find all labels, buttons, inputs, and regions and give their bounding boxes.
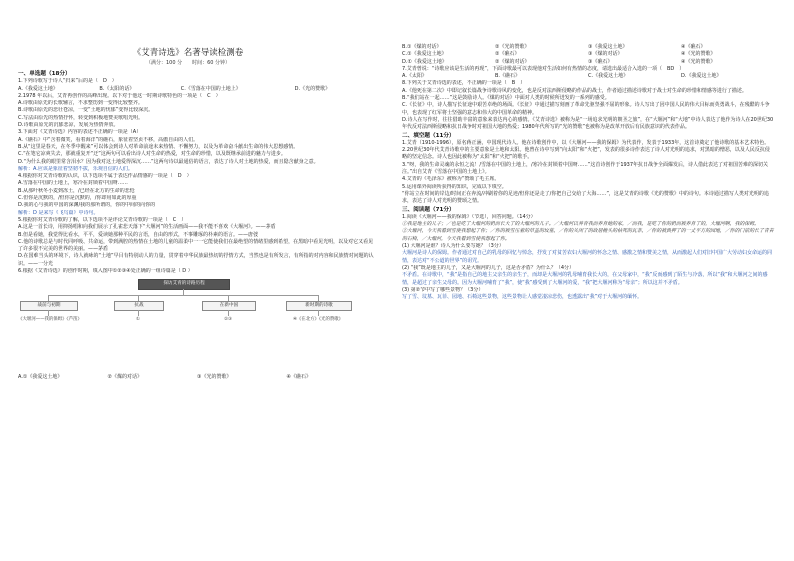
connector-line — [228, 310, 229, 316]
option: ②《礁石》 — [495, 51, 520, 58]
reading-title: 1.阅读《大堰河——我的保姆》（节选），回答问题。（14分） — [402, 213, 536, 220]
section-heading: 一、单选题（18分） — [18, 71, 71, 77]
option: A.①《我爱这土地》 — [18, 374, 63, 381]
right-column — [402, 44, 774, 549]
option: C.“在笔它凉爽失去，那就重复开“迂”这两句可以看出诗人对生命的热爱，对生命的珍惜，以及既继承前进的魅力与进步。 — [18, 151, 286, 158]
option: D.《我爱这土地》 — [681, 73, 722, 80]
answer-text: 大堰河是诗人的保姆。作者通过对自己的乳母的回忆与悼念，抒发了对贫苦农妇大堰河的怀念之情、感激之情和赞美之情，从而激起人们对旧中国广大劳动妇女命运的同情，表达对“不公道的世界”的诅咒。 — [402, 250, 773, 264]
option: D.诗歌由原先的沉郁悲凉，发展为热情奔放。 — [18, 122, 119, 129]
option: D.在国难当头的环境下，诗人就咏的“土地”早目有特别动人的力量，贯穿着中华民族最热切的抒情方式，当然也是有所发言，有所指的对内容和民族情对问题的认识。——一分光 — [18, 253, 374, 267]
option: C.《长征》中，诗人描写长征途中艰苦卓绝的场面。《长征》中通过描写刻画了革命先驱坚强不屈的形象。诗人写出了因中国人民的伟大目标而英勇战斗，在残酷的斗争中，也表现了红军将士坚强的意志和伟大的中国革命的精神。 — [402, 102, 770, 116]
option: A.诗歌由原先的长歌辅言，不求整饬到一变得比较整齐。 — [18, 100, 143, 107]
option: ②《煤的对话》 — [495, 58, 530, 65]
diagram-title: 探访艾青的诗路历程 — [138, 279, 230, 290]
fill-question: “你站立在时间的岸边/时间正在奔流/冲刷着你的足迹/但你还是走了/你把自己交给了大海……”，这是艾青的诗歌《光的赞歌》中的诗句。本诗通过描写人类对光明的追求，表达了诗人对光明的赞颂之情。 — [402, 190, 769, 205]
left-column — [18, 70, 376, 549]
period-box: 战前与初期 — [20, 301, 78, 311]
connector-line — [318, 310, 319, 316]
option: B.《礁石》 — [495, 73, 521, 80]
option: A.《太阳》 — [402, 73, 427, 80]
fill-question: 3.“呀，我的生命灵魂的永恒之流！/雪落在中国的土地上，/寒冷在封锁着中国呀……”这首诗创作于1937年抗日战争全面爆发后，诗人借此表达了对祖国苦难的深切关注。”出自艾青《雪落在中国的土地上》。 — [402, 161, 769, 176]
option: ③《光的赞歌》 — [197, 374, 232, 381]
option-row — [402, 51, 774, 58]
option: D.《光的赞歌》 — [294, 85, 331, 92]
exam-subtitle: （满分：100 分 时间：60 分钟） — [145, 60, 231, 66]
option: B.①《煤的对话》 — [402, 44, 442, 50]
period-box: 新时期的诗歌 — [286, 301, 352, 311]
reading-question: (1) 大堰河是谁？诗人为什么要写她？（3分） — [402, 243, 504, 250]
option: B.但是看她，我觉得比看水，平平，爱读她那种平民的言语，自由的形式，不事雕琢的朴素的语言。——唐弢 — [18, 231, 259, 238]
section-heading: 二、填空题（11分） — [402, 132, 455, 139]
option: C.他的诗歌总是与时代同呼吸、共命运，带到满腔的热情在土地的儿童的温柔中一一它能使我们在最绝望的情绪里感到希望，在黑暗中看见光明，以及对它又看见了许多很不完美的世界的美丽。——茅盾 — [18, 238, 374, 253]
works-label: ④《在北方》《光的赞歌》 — [292, 317, 344, 323]
option: B.诗歌由原先的悲壮苍凉，一变“土地的忧郁”变得比较深沉。 — [18, 107, 154, 114]
question-text: 1.下列诗歌写于诗人“归来”后的是（ D ） — [18, 78, 117, 85]
option-row — [402, 73, 774, 80]
option: B.从那叶秋冬小麦到冻土，/已经在北方的生命的悲怆 — [18, 187, 135, 194]
option: C.但你是沉默的，/但你是沉默的，/你却用如此的厚重 — [18, 195, 137, 202]
option: ③《我爱这土地》 — [588, 44, 628, 50]
option: C.①《我爱这土地》 — [402, 51, 447, 58]
question-text: 5.根据你对艾青诗歌的了解，以下选项不是评论艾青诗歌的一项是（ C ） — [18, 216, 187, 223]
option: C.《雪落在中国的土地上》 — [180, 85, 241, 92]
option-row — [18, 374, 376, 381]
exam-header — [0, 48, 376, 68]
section-heading: 三、阅读题（71分） — [402, 206, 455, 213]
option: C.写法由原先的热情抒怀，转变到积极地赞美歌唱光明。 — [18, 114, 144, 121]
option: ④《光的赞歌》 — [681, 51, 716, 58]
analysis-text: 解析：D 是来写《飞鸟篇》中诗句。 — [18, 209, 99, 216]
option: B.“我们站在一起……”这是鼓励诗人。《煤的对话》中面对人类的时候所迸发的一系列的感受。 — [402, 95, 610, 102]
fill-question: 1.艾青（1910-1996），原名蒋正涵，中国现代诗人。他在诗歌创作中，以《大堰河——我的保姆》为代表作，发表于1933年，这首诗奠定了他诗歌的基本艺术特色。 — [402, 139, 770, 146]
option-row — [402, 59, 774, 66]
period-box: 在新中国 — [202, 301, 256, 311]
fill-question: 2.20世纪30年代艾青诗歌中的主要意象是土地和太阳。他曾在诗中写到“向太阳”和“火把”，发表的很多诗作表达了诗人对光明的追求，对黑暗的憎恶，以及人民反抗侵略的坚定信念。诗人也因此被称为“太阳”和“火把”的歌手。 — [402, 147, 770, 161]
answer-text: 写了雪、坟墓、瓦菲、园地、石椅这些景物，这些景物让人感觉凄凉悲伤，也透露出“我”对于大堰河的缅怀。 — [402, 294, 643, 301]
connector-line — [48, 310, 49, 316]
option: D.“为什么我的眼里常含泪水？因为我对这土地爱得深沉……”这两句诗以最通俗的语言，表达了诗人对土地的热爱，而且隐含献身之意。 — [18, 158, 319, 165]
poem-excerpt: ②大堰河，今天我看到雪使我想起了你；／你的被雪压着的草盖的坟墓，／你的关闭了的故居檐头的枯死的瓦菲，／你的被典押了的一丈平方的园地，／你的门前的长了青苔的石椅，／大堰河，今天我看到雪使我想起了你。 — [402, 228, 774, 242]
works-label: 《大堰河——我的保姆》《芦笛》 — [18, 317, 82, 323]
option: ②《光的赞歌》 — [495, 44, 530, 50]
option: B.《太阳的话》 — [99, 85, 135, 92]
exam-title: 《艾青诗选》名著导读检测卷 — [132, 48, 244, 58]
question-text: 2.1978 年以后，艾青再创作的高峰出现。以下对于他这一时期诗歌特色的一项是（ C ） — [18, 92, 221, 99]
option: D.我的心与我的中国的深渊/我的那所谓的，你的中间的向你的 — [18, 202, 156, 209]
analysis-text: 解析：A.应该是象征着坚韧不拔，乐观自信的人们。 — [18, 165, 133, 172]
reading-question: (2) “我”既是地主的儿子，又是大堰河的儿子，这是否矛盾？为什么？（4分） — [402, 264, 575, 271]
question-text: 8.下列关于艾青诗选的表述，不正确的一项是（ B ） — [402, 80, 526, 87]
option: ④《礁石》 — [286, 374, 311, 381]
fill-question: 5.运用课外阅读所获得的知识，完成以下填空。 — [402, 183, 507, 190]
fill-question: 4.艾青的《毛泽东》被称为“赞颂了毛主席。 — [402, 176, 500, 183]
option: ④《礁石》 — [681, 44, 706, 50]
option: D.诗人在写作时，往往借助丰富的意象来表达内心的感情。《艾青诗选》被称为是“一场追求光明的朝圣之旅”，在“大堰河”和“大地”中诗人表达了他作为诗人在20世纪30年代反对法西斯侵略和抗日战争时对祖国大地的热爱；1980年代所写的“光的赞歌”也被称为是改革开放后有民族意识的代表作品。 — [402, 116, 774, 131]
works-label: ②③ — [224, 317, 232, 323]
option: D.①《我爱这土地》 — [402, 58, 447, 65]
option: A.《我爱这土地》 — [18, 85, 58, 92]
reading-question: (3) 第②节中写了哪些景物？（3分） — [402, 286, 484, 293]
option: ②《煤的对话》 — [107, 374, 142, 381]
question-text: 7.艾青曾说：“诗歌应该是生活的再现”，下面诗歌最可以表现他对生活如何有热情的态度，请选出最适合入选的一项（ BD ） — [402, 65, 685, 72]
question-text: 3.下面对《艾青诗选》内容的表述不正确的一项是（A） — [18, 129, 142, 136]
option: A.雪落在中国的土地上，寒冷在封锁着中国呀…… — [18, 180, 128, 187]
connector-line — [138, 310, 139, 316]
option: ③《礁石》 — [588, 58, 613, 65]
option: ④《光的赞歌》 — [681, 58, 716, 65]
poetry-timeline-diagram — [18, 277, 376, 373]
option: C.《我爱这土地》 — [588, 73, 629, 80]
question-text: 6.根据《艾青诗选》的创作时期，填入图中①②③④处正确的一组诗篇是（ D ） — [18, 268, 193, 275]
question-text: 4.根据你对艾青诗歌的认识，以下选项不属于表达作品情感的一项是（ D ） — [18, 173, 192, 180]
poem-excerpt: ①我是地主的儿子；／也是吃了大堰河的奶而长大了的大堰河的儿子。／大堰河以养育我而养育她的家，／而我，是吃了你的奶而被养育了的，大堰河啊，我的保姆。 — [402, 221, 760, 228]
option: B.从“这里是春天，在冬季中醒来”可以体会到诗人对革命前途未来热情、不懈努力，以及为革命奋斗献出生命的伟大思想感情。 — [18, 143, 299, 150]
option: A.这是一首长诗，用抑扬唱和向我们展示了孔雀悲天落下“大堰河”的生活画面——我不能不喜欢《大堰河》。——茅盾 — [18, 224, 276, 231]
option-row — [18, 86, 376, 93]
option: A.《他死在第二次》中即记叙长篇战争诗歌诗风的变化，也是反对法西斯侵略的作品的战士，作者通过描述诗歌对于战士对生命的珍惜和情感等进行了描述。 — [402, 87, 747, 94]
period-box: 抗战 — [114, 301, 164, 311]
connector-line — [48, 295, 318, 296]
answer-text: 不矛盾。在诗歌中，“我”是指自己的地主父亲生的亲生子，而却是大堰河的乳母哺育我长大的，在父母家中，“我”反而感到了陌生与冷落，所以“我”和大堰河之间的感情，是超过了亲生父母的。因为大堰河哺育了“我”，使“我”感受到了大堰河的爱，“我”把大堰河称为“母亲”；所以这并不矛盾。 — [402, 272, 768, 286]
works-label: ① — [136, 317, 140, 323]
option: ③《煤的对话》 — [588, 51, 623, 58]
option: A.《礁石》中“含着微笑，看着海洋”的礁石，象征着坚贞不移，高傲自由的人们。 — [18, 136, 199, 143]
